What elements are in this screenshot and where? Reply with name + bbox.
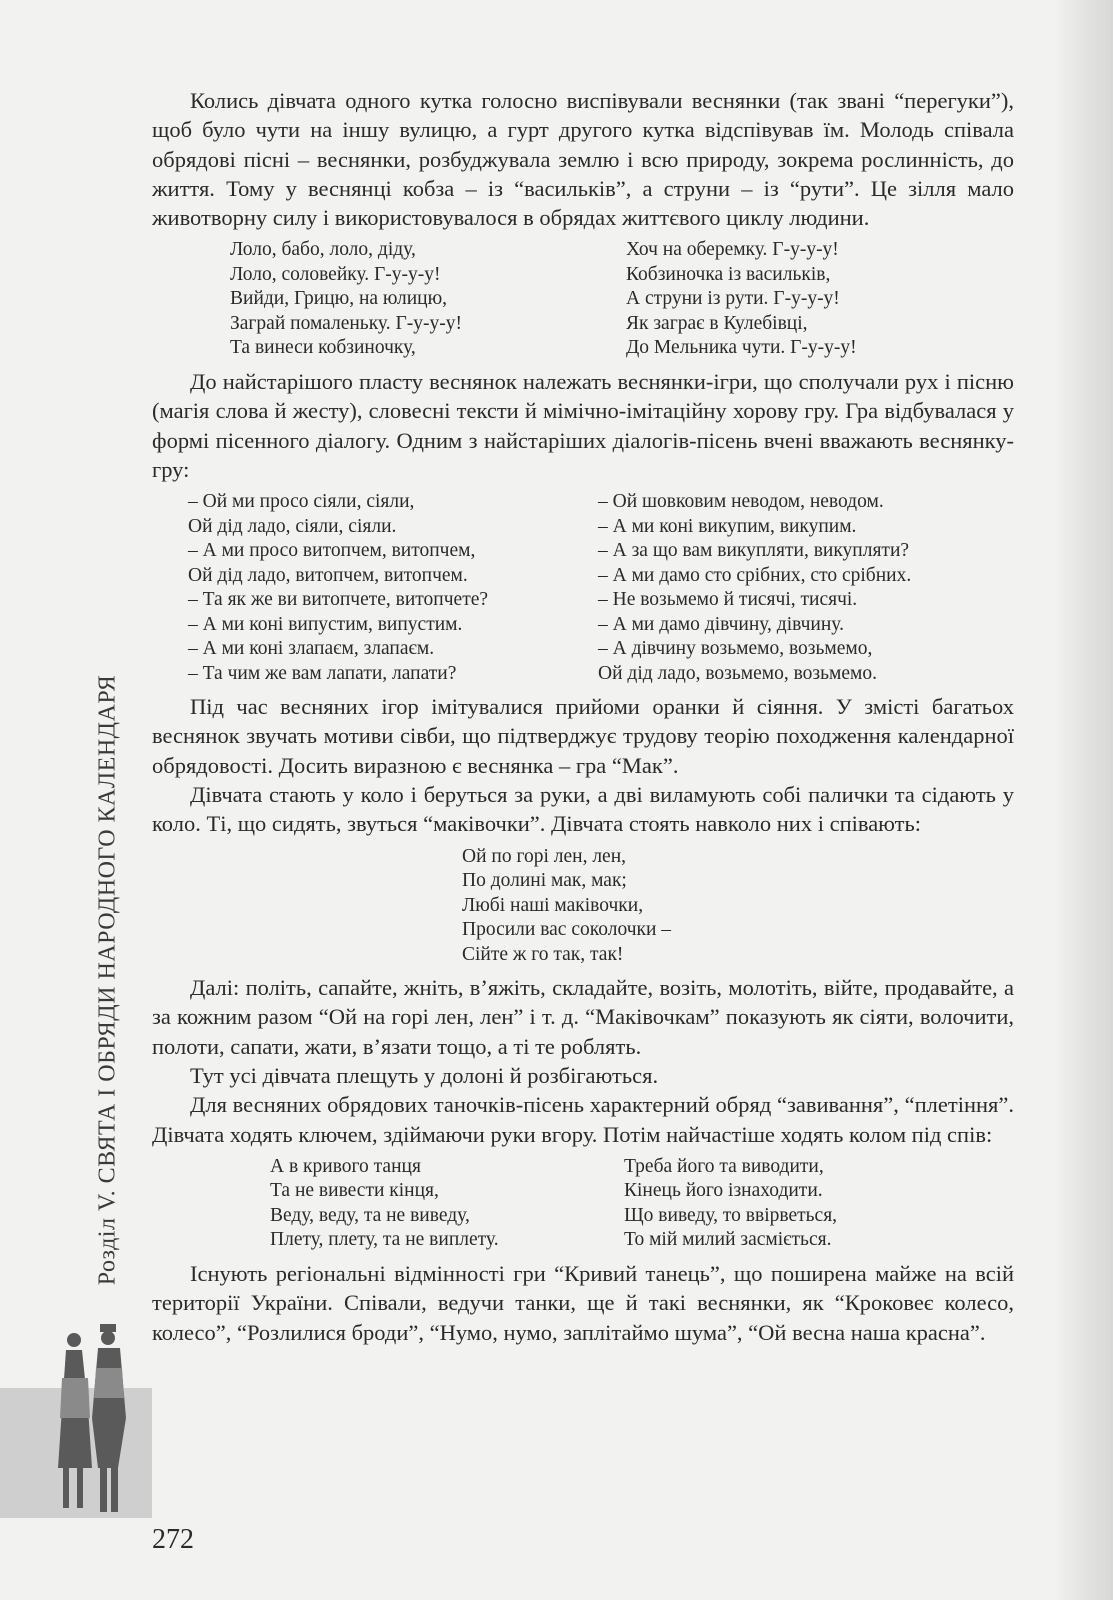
page-number: 272 — [152, 1524, 194, 1555]
paragraph: Для весняних обрядових таночків-пісень характерний обряд “завивання”, “плетіння”. Дівчата ходять ключем, здіймаючи руки вгору. Потім найчастіше ходять колом під спів: — [152, 1092, 1014, 1147]
verse-line: Вийди, Грицю, на юлицю, — [230, 288, 448, 310]
verse-line: Лоло, бабо, лоло, діду, — [230, 239, 416, 261]
verse-line: – Ой шовковим неводом, неводом. — [598, 491, 884, 513]
verse-line: – Та чим же вам лапати, лапати? — [188, 662, 457, 684]
verse-line: – А ми коні викупим, викупим. — [598, 515, 857, 537]
verse-line: Любі наші маківочки, — [462, 894, 644, 916]
paragraph: Тут усі дівчата плещуть у долоні й розбігаються. — [190, 1063, 659, 1089]
verse-line: – А дівчину возьмемо, возьмемо, — [598, 638, 873, 660]
verse-column-left — [230, 238, 626, 361]
verse-column-right — [598, 490, 911, 686]
verse-line: – Ой ми просо сіяли, сіяли, — [188, 491, 415, 513]
verse-column-left — [188, 490, 598, 686]
paragraph: Колись дівчата одного кутка голосно виспівували веснянки (так звані “перегуки”), щоб було чути на іншу вулицю, а гурт другого кутка відспівував їм. Молодь співала обрядові пісні – веснянки, розбуджувала землю і всю природу, зокрема рослинність, до життя. Тому у веснянці кобза – із “васильків”, а струни – із “рути”. Це зілля мало животворну силу і використовувалося в обрядах життєвого циклу людини. — [152, 88, 1014, 231]
main-text — [152, 86, 1014, 1347]
paragraph: Далі: політь, сапайте, жніть, в’яжіть, складайте, возіть, молотіть, війте, продавайте, а за кожним разом “Ой на горі лен, лен” і т. д. “Маківочкам” показують як сіяти, волочити, полоти, сапати, жати, в’язати тощо, а ті те роблять. — [152, 975, 1014, 1059]
verse-line: – А ми дамо дівчину, дівчину. — [598, 613, 844, 635]
paragraph: До найстарішого пласту веснянок належать веснянки-ігри, що сполучали рух і пісню (магія слова й жесту), словесні тексти й мімічно-імітаційну хорову гру. Гра відбувалася у формі пісенного діалогу. Одним з найстаріших діалогів-пісень вчені вважають веснянку-гру: — [152, 368, 1014, 482]
verse-line: – А ми коні злапаєм, злапаєм. — [188, 638, 435, 660]
verse-line: Ой дід ладо, возьмемо, возьмемо. — [598, 662, 877, 684]
verse-column-left — [270, 1155, 624, 1253]
verse-line: Хоч на оберемку. Г-у-у-у! — [626, 239, 839, 261]
verse-line: Як заграє в Кулебівці, — [626, 312, 808, 334]
verse-line: – Та як же ви витопчете, витопчете? — [188, 589, 489, 611]
verse-column-right — [626, 238, 857, 361]
verse-line: Ой дід ладо, сіяли, сіяли. — [188, 515, 397, 537]
verse-line: – А ми просо витопчем, витопчем, — [188, 540, 476, 562]
verse-line: То мій милий засміється. — [624, 1229, 832, 1251]
paragraph: Дівчата стають у коло і беруться за руки, а дві виламують собі палички та сідають у коло. Ті, що сидять, звуться “маківочки”. Дівчата стоять навколо них і співають: — [152, 782, 1014, 837]
folk-figures-illustration — [48, 1318, 140, 1518]
verse-line: Та винеси кобзиночку, — [230, 337, 416, 359]
verse-column-right — [624, 1155, 837, 1253]
verse-line: Треба його та виводити, — [624, 1155, 824, 1177]
paragraph: Під час весняних ігор імітувалися прийоми оранки й сіяння. У змісті багатьох веснянок звучать мотиви сівби, що підтверджує трудову теорію походження календарної обрядовості. Досить виразною є веснянка – гра “Мак”. — [152, 694, 1014, 778]
verse-line: Що виведу, то ввірветься, — [624, 1204, 838, 1226]
verse-mak — [462, 845, 1014, 968]
verse-line: Сійте ж го так, так! — [462, 943, 624, 965]
verse-line: Ой дід ладо, витопчем, витопчем. — [188, 564, 468, 586]
verse-line: А струни із рути. Г-у-у-у! — [626, 288, 840, 310]
verse-line: – А за що вам викупляти, викупляти? — [598, 540, 910, 562]
verse-proso — [188, 490, 1014, 686]
verse-line: – Не возьмемо й тисячі, тисячі. — [598, 589, 858, 611]
verse-line: А в кривого танця — [270, 1155, 421, 1177]
verse-line: Та не вивести кінця, — [270, 1180, 439, 1202]
verse-line: Плету, плету, та не виплету. — [270, 1229, 499, 1251]
verse-line: До Мельника чути. Г-у-у-у! — [626, 337, 857, 359]
verse-line: Кінець його ізнаходити. — [624, 1180, 823, 1202]
verse-line: Лоло, соловейку. Г-у-у-у! — [230, 263, 441, 285]
paragraph: Існують регіональні відмінності гри “Кривий танець”, що поширена майже на всій території України. Співали, ведучи танки, ще й такі веснянки, як “Кроковеє колесо, колесо”, “Розлилися броди”, “Нумо, нумо, заплітаймо шума”, “Ой весна наша красна”. — [152, 1260, 1014, 1345]
verse-line: – А ми коні випустим, випустим. — [188, 613, 463, 635]
verse-line: Веду, веду, та не виведу, — [270, 1204, 470, 1226]
verse-line: По долині мак, мак; — [462, 870, 627, 892]
verse-line: Просили вас соколочки – — [462, 919, 672, 941]
verse-line: Заграй помаленьку. Г-у-у-у! — [230, 312, 462, 334]
page-edge-shadow — [1053, 0, 1113, 1600]
verse-lolo — [230, 238, 1014, 361]
verse-line: Кобзиночка із васильків, — [626, 263, 831, 285]
verse-line: – А ми дамо сто срібних, сто срібних. — [598, 564, 912, 586]
verse-kryvyi-tanets — [270, 1155, 1014, 1253]
chapter-side-title: Розділ V. СВЯТА І ОБРЯДИ НАРОДНОГО КАЛЕНДАРЯ — [94, 674, 121, 1286]
verse-line: Ой по горі лен, лен, — [462, 845, 627, 867]
